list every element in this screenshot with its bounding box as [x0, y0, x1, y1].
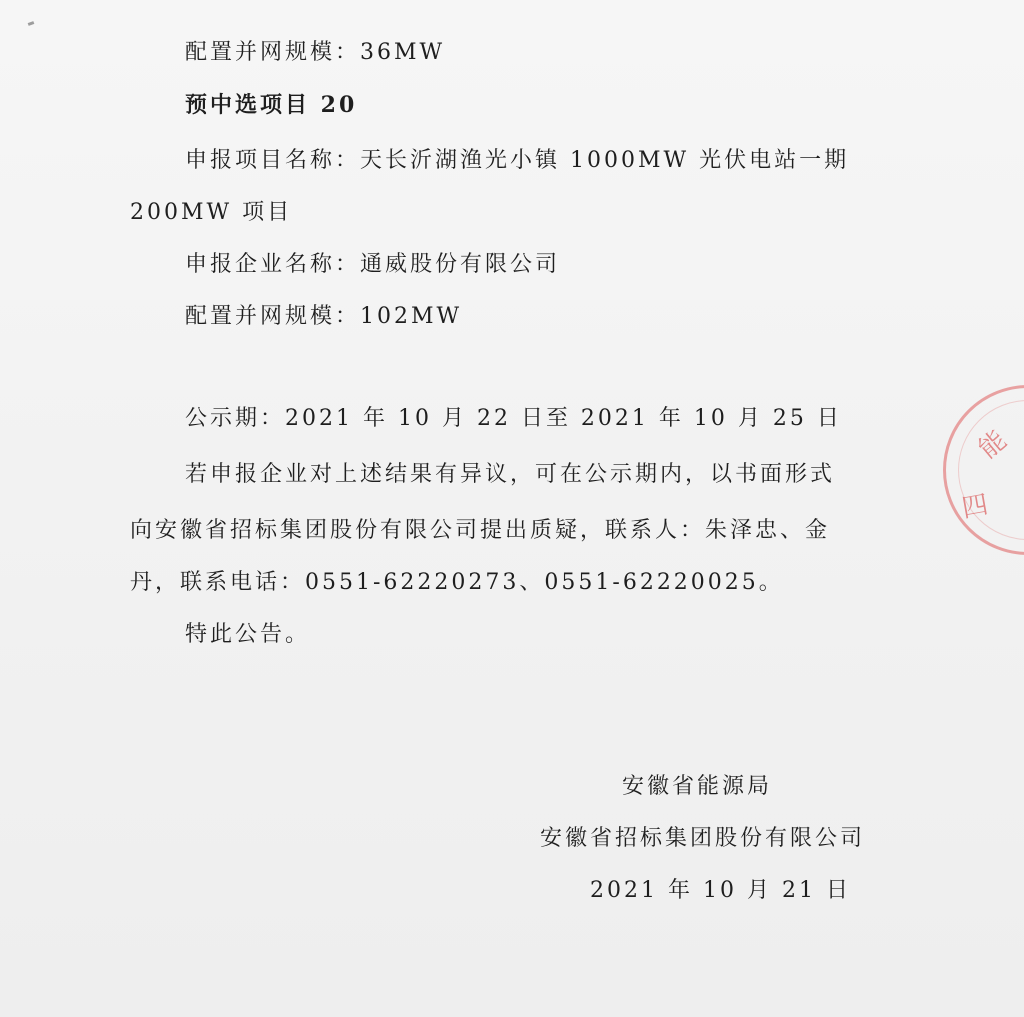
objection-line-2: 向安徽省招标集团股份有限公司提出质疑，联系人：朱泽忠、金 — [130, 518, 831, 543]
seal-character-2: 四 — [959, 489, 991, 525]
grid-scale-line-1: 配置并网规模：36MW — [185, 40, 446, 65]
scan-mark — [28, 21, 35, 26]
issue-date: 2021 年 10 月 21 日 — [590, 878, 851, 903]
publicity-period-line: 公示期：2021 年 10 月 22 日至 2021 年 10 月 25 日 — [185, 406, 842, 431]
project-heading: 预中选项目 20 — [185, 92, 358, 118]
issuer-name-2: 安徽省招标集团股份有限公司 — [540, 826, 866, 851]
issuer-name-1: 安徽省能源局 — [622, 774, 773, 799]
closing-statement: 特此公告。 — [185, 622, 311, 647]
contact-phone-line: 丹，联系电话：0551-62220273、0551-62220025。 — [130, 570, 784, 595]
objection-line-1: 若申报企业对上述结果有异议，可在公示期内，以书面形式 — [185, 462, 836, 487]
grid-scale-line-2: 配置并网规模：102MW — [185, 304, 463, 329]
seal-character-1: 能 — [973, 425, 1013, 465]
company-name-line: 申报企业名称：通威股份有限公司 — [185, 252, 561, 277]
official-seal — [943, 385, 1024, 555]
project-name-continuation: 200MW 项目 — [130, 200, 293, 225]
project-name-line: 申报项目名称：天长沂湖渔光小镇 1000MW 光伏电站一期 — [185, 148, 850, 173]
